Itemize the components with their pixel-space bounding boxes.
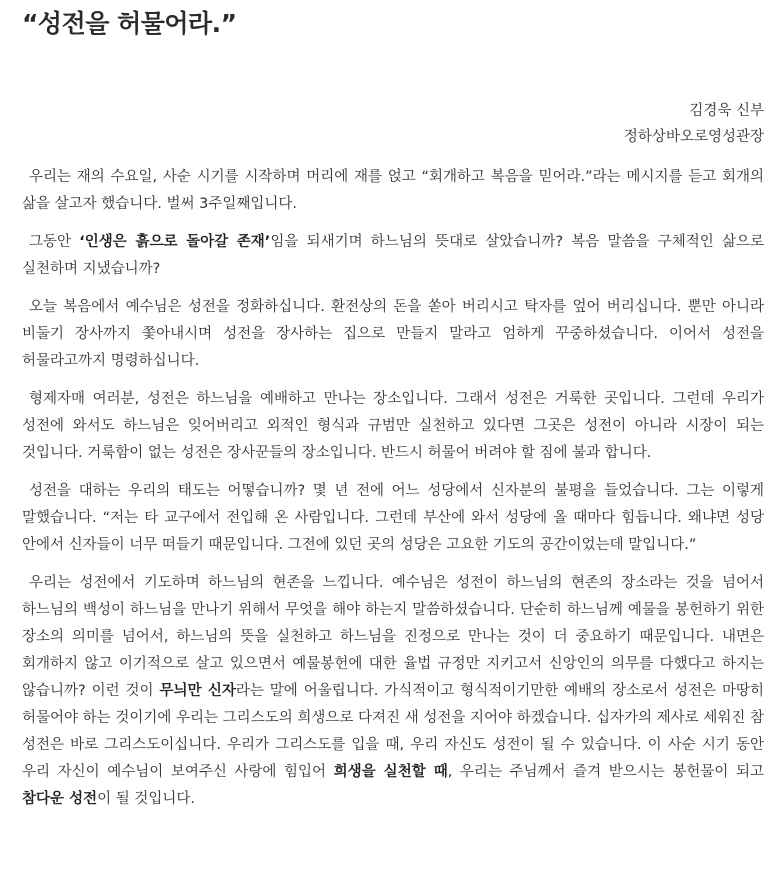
paragraph-text: 우리는 재의 수요일, 사순 시기를 시작하며 머리에 재를 얹고 “회개하고 복음을 믿어라.”라는 메시지를 듣고 회개의 삶을 살고자 했습니다. 벌써 3주일째입니다. (22, 169, 764, 212)
paragraph-3 (22, 294, 764, 375)
paragraph-1 (22, 164, 764, 218)
author-role: 정하상바오로영성관장 (623, 129, 764, 145)
paragraph-text: 형제자매 여러분, 성전은 하느님을 예배하고 만나는 장소입니다. 그래서 성전은 거룩한 곳입니다. 그런데 우리가 성전에 와서도 하느님은 잊어버리고 외적인 형식과 규범만 실천하고 있다면 그곳은 성전이 아니라 시장이 되는 것입니다. 거룩함이 없는 성전은 장사꾼들의 장소입니다. 반드시 허물어 버려야 할 짐에 불과 합니다. (22, 391, 764, 461)
article-title: “성전을 허물어라.” (22, 9, 237, 38)
paragraph-text: 우리는 성전에서 기도하며 하느님의 현존을 느낍니다. 예수님은 성전이 하느님의 현존의 장소라는 것을 넘어서 하느님의 백성이 하느님을 만나기 위해서 무엇을 해야 하는지 말씀하셨습니다. 단순히 하느님께 예물을 봉헌하기 위한 장소의 의미를 넘어서, 하느님의 뜻을 실천하고 하느님을 진정으로 만나는 것이 더 중요하기 때문입니다. 내면은 회개하지 않고 이기적으로 살고 있으면서 예물봉헌에 대한 율법 규정만 지키고서 신앙인의 의무를 다했다고 하지는 않습니까? 이런 것이 (22, 575, 764, 699)
paragraph-text: , 우리는 주님께서 즐겨 받으시는 봉헌물이 되고 (447, 764, 764, 780)
paragraph-4 (22, 386, 764, 467)
author-block (22, 98, 764, 150)
author-name: 김경욱 신부 (689, 103, 764, 119)
emphasis-text: 참다운 성전 (22, 791, 98, 807)
paragraph-text: 라는 말에 어울립니다. 가식적이고 형식적이기만한 예배의 장소로서 성전은 마땅히 허물어야 하는 것이기에 우리는 그리스도의 희생으로 다져진 새 성전을 지어야 하겠습니다. 십자가의 제사로 세워진 참 성전은 바로 그리스도이십니다. 우리가 그리스도를 입을 때, 우리 자신도 성전이 될 수 있습니다. 이 사순 시기 동안 우리 자신이 예수님이 보여주신 사랑에 힘입어 (22, 683, 764, 780)
article (22, 0, 764, 813)
emphasis-text: 무늬만 신자 (159, 683, 236, 699)
paragraph-2 (22, 229, 764, 283)
paragraph-text: 오늘 복음에서 예수님은 성전을 정화하십니다. 환전상의 돈을 쏟아 버리시고 탁자를 엎어 버리십니다. 뿐만 아니라 비둘기 장사까지 쫓아내시며 성전을 장사하는 집으로 만들지 말라고 엄하게 꾸중하셨습니다. 이어서 성전을 허물라고까지 명령하십니다. (22, 299, 764, 369)
paragraph-text: 이 될 것입니다. (97, 791, 195, 807)
paragraph-text: 성전을 대하는 우리의 태도는 어떻습니까? 몇 년 전에 어느 성당에서 신자분의 불평을 들었습니다. 그는 이렇게 말했습니다. “저는 타 교구에서 전입해 온 사람입니다. 그런데 부산에 와서 성당에 올 때마다 힘듭니다. 왜냐면 성당 안에서 신자들이 너무 떠들기 때문입니다. 그전에 있던 곳의 성당은 고요한 기도의 공간이었는데 말입니다.” (22, 483, 764, 553)
paragraph-text: 그동안 (29, 234, 80, 250)
paragraph-5 (22, 478, 764, 559)
paragraph-text: 임을 되새기며 하느님의 뜻대로 살았습니까? 복음 말씀을 구체적인 삶으로 실천하며 지냈습니까? (22, 234, 764, 277)
paragraph-6 (22, 570, 764, 813)
emphasis-text: ‘인생은 흙으로 돌아갈 존재’ (79, 234, 271, 250)
emphasis-text: 희생을 실천할 때 (333, 764, 448, 780)
